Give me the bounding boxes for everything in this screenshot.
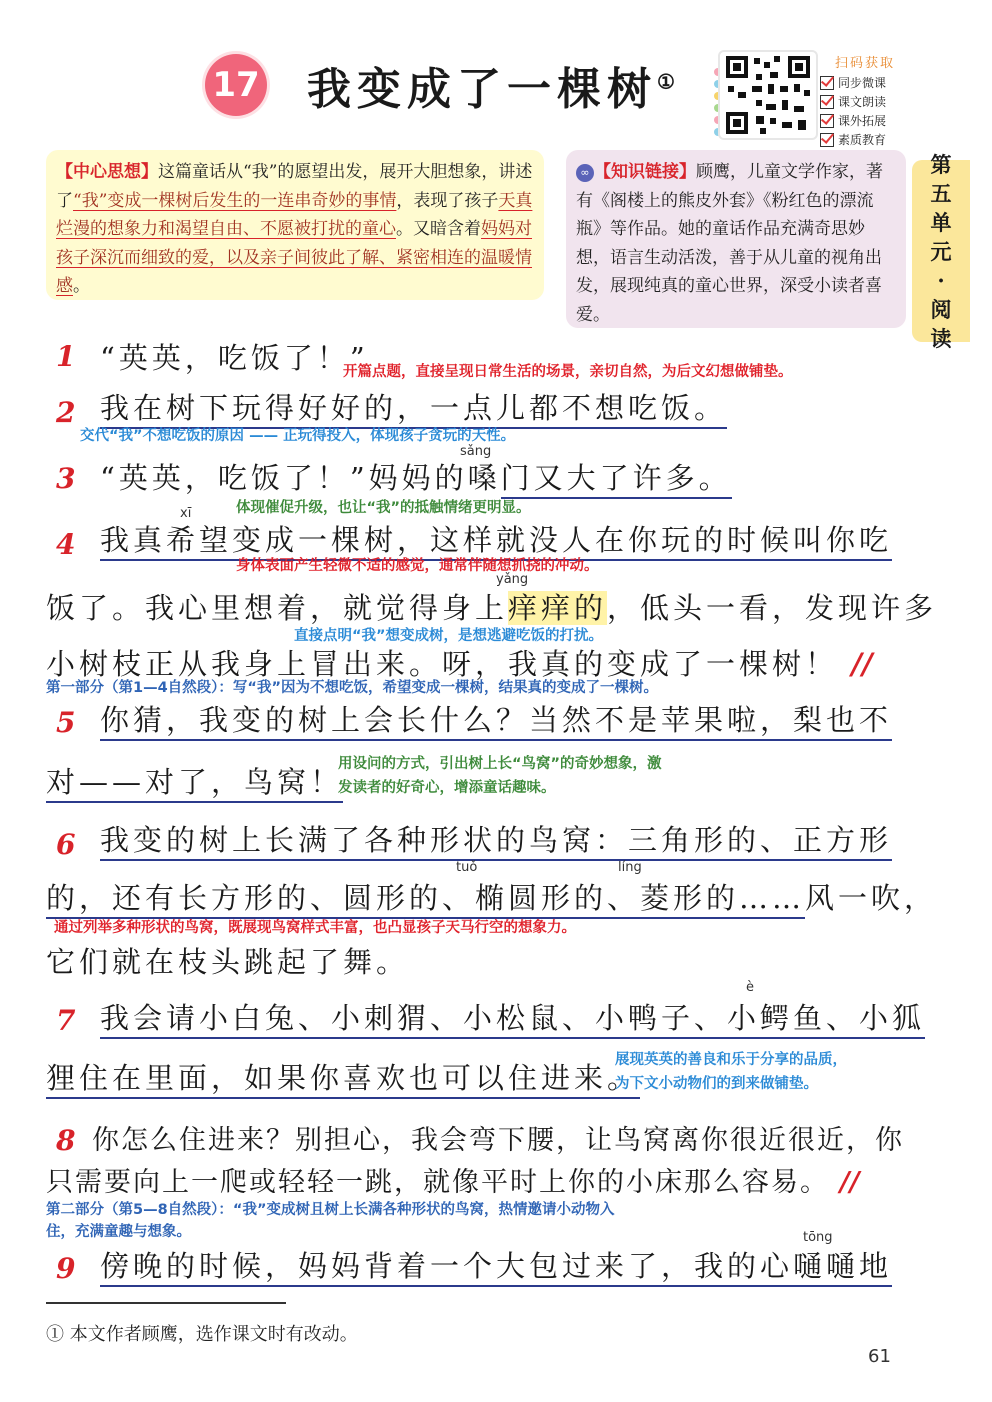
link-icon: ∞ — [576, 164, 594, 182]
side-tab-char: 读 — [930, 325, 952, 351]
unit-side-tab — [912, 151, 970, 351]
paragraph-4-text: ，低头一看，发现许多 — [607, 591, 938, 625]
paragraph-number: 8 — [56, 1124, 76, 1157]
paragraph-6-line-2 — [46, 876, 938, 917]
paragraph-number: 9 — [56, 1252, 76, 1285]
annotation-9-line-2: 为下文小动物们的到来做铺垫。 — [615, 1076, 818, 1092]
side-tab-char: 单 — [930, 209, 952, 235]
annotation-4: 身体表面产生轻微不适的感觉，通常伴随想抓挠的冲动。 — [236, 558, 599, 574]
center-idea-label: 【中心思想】 — [56, 162, 158, 182]
qr-item-label: 课外拓展 — [838, 114, 887, 128]
paragraph-7-line-2 — [46, 1056, 641, 1097]
annotation-5: 直接点明“我”想变成树，是想逃避吃饭的打扰。 — [294, 628, 604, 644]
annotation-7-line-2: 发读者的好奇心，增添童话趣味。 — [338, 780, 556, 796]
annotation-3: 体现催促升级，也让“我”的抵触情绪更明显。 — [236, 500, 531, 516]
paragraph-3-text: “英英，吃饭了！”妈妈的 — [100, 461, 468, 495]
section-summary-2-line-2: 住，充满童趣与想象。 — [46, 1224, 191, 1240]
paragraph-5-line-1 — [100, 698, 906, 739]
paragraph-6-text: 我变的树上长满了各种形状的鸟窝：三角形的、正方形 — [100, 823, 892, 861]
qr-item-extension[interactable] — [820, 111, 910, 130]
title-footnote-marker: ① — [657, 69, 681, 94]
paragraph-4-line-2 — [46, 586, 938, 627]
paragraph-9-text: 傍晚的时候，妈妈背着一个大包过来了，我的心嗵嗵地 — [100, 1249, 892, 1287]
footnote: ① 本文作者顾鹰，选作课文时有改动。 — [46, 1324, 358, 1345]
side-tab-char: · — [937, 267, 945, 293]
center-idea-text: 。又暗含着 — [396, 219, 481, 239]
paragraph-6-text: 风一吹， — [805, 881, 938, 915]
checkbox-icon — [820, 114, 834, 128]
paragraph-6-line-1 — [100, 818, 906, 859]
section-summary-2-line-1: 第二部分（第5—8自然段）：“我”变成树且树上长满各种形状的鸟窝，热情邀请小动物入 — [46, 1202, 615, 1218]
page-number: 61 — [868, 1346, 891, 1367]
paragraph-number: 7 — [56, 1004, 76, 1037]
knowledge-link-label: 【知识链接】 — [594, 162, 696, 182]
pinyin-annotation: è — [746, 980, 754, 995]
lesson-title-text: 我变成了一棵树 — [307, 64, 657, 115]
paragraph-number: 1 — [56, 340, 76, 373]
paragraph-5-line-2 — [46, 760, 344, 801]
center-idea-box — [46, 150, 544, 300]
annotation-7-line-1: 用设问的方式，引出树上长“鸟窝”的奇妙想象，激 — [338, 756, 662, 772]
lesson-number-badge: 17 — [205, 54, 267, 116]
knowledge-link-box — [566, 150, 906, 328]
qr-item-label: 同步微课 — [838, 76, 887, 90]
checkbox-icon — [820, 95, 834, 109]
center-idea-highlight: “我”变成一棵树后发生的一连串奇妙的事情 — [73, 190, 397, 211]
paragraph-9-line-1 — [100, 1244, 906, 1285]
pinyin-annotation: sǎng — [460, 444, 492, 459]
annotation-1: 开篇点题，直接呈现日常生活的场景，亲切自然，为后文幻想做铺垫。 — [343, 364, 793, 380]
paragraph-2-text: 我在树下玩得好好的，一点儿都不想吃饭。 — [100, 391, 727, 429]
qr-code-icon — [720, 52, 816, 138]
side-tab-char: 第 — [930, 151, 952, 177]
annotation-8: 通过列举多种形状的鸟窝，既展现鸟窝样式丰富，也凸显孩子天马行空的想象力。 — [54, 920, 576, 936]
paragraph-8-text: 只需要向上一爬或轻轻一跳，就像平时上你的小床那么容易。 — [46, 1167, 829, 1198]
paragraph-5-text: 你猜，我变的树上会长什么？当然不是苹果啦，梨也不 — [100, 703, 892, 741]
paragraph-2-line — [100, 386, 728, 427]
checkbox-icon — [820, 76, 834, 90]
paragraph-number: 5 — [56, 706, 76, 739]
paragraph-4-text: 饭了。我心里想着，就觉得身上 — [46, 591, 509, 625]
center-idea-highlight: 天真烂漫的想象力和渴望自由、不愿被打扰的童心 — [56, 190, 533, 239]
qr-item-label: 素质教育 — [838, 133, 887, 147]
paragraph-4-text: 小树枝正从我身上冒出来。呀，我真的变成了一棵树！ — [46, 647, 839, 681]
side-tab-char: 阅 — [930, 296, 952, 322]
paragraph-3-line — [100, 456, 740, 497]
paragraph-3-text: 嗓 — [467, 461, 501, 495]
center-idea-highlight: 妈妈对孩子深沉而细致的爱，以及亲子间彼此了解、紧密相连的温暖情感 — [56, 219, 532, 296]
section-summary-1: 第一部分（第1—4自然段）：写“我”因为不想吃饭，希望变成一棵树，结果真的变成了一棵树。 — [46, 680, 658, 696]
lesson-title — [307, 53, 681, 117]
pinyin-annotation: tōng — [803, 1230, 833, 1245]
qr-title: 扫码获取 — [834, 56, 895, 71]
section-separator: // — [851, 647, 873, 681]
paragraph-8-line-2 — [46, 1160, 906, 1199]
side-tab-char: 五 — [930, 180, 952, 206]
qr-item-sync-lesson[interactable] — [820, 73, 910, 92]
paragraph-number: 2 — [56, 396, 76, 429]
paragraph-4-line-1 — [100, 518, 906, 559]
paragraph-number: 3 — [56, 462, 76, 495]
qr-item-reading[interactable] — [820, 92, 910, 111]
side-tab-char: 元 — [930, 238, 952, 264]
pinyin-annotation: tuǒ — [456, 860, 478, 875]
paragraph-7-text: 我会请小白兔、小刺猬、小松鼠、小鸭子、小鳄鱼、小狐 — [100, 1001, 925, 1039]
pinyin-annotation: xī — [180, 506, 192, 521]
annotation-2: 交代“我”不想吃饭的原因 —— 正玩得投入，体现孩子贪玩的天性。 — [80, 428, 516, 444]
pinyin-annotation: yǎng — [496, 572, 529, 587]
annotation-9-line-1: 展现英英的善良和乐于分享的品质， — [615, 1052, 847, 1068]
paragraph-4-text: 我真希望变成一棵树，这样就没人在你玩的时候叫你吃 — [100, 523, 892, 561]
paragraph-number: 6 — [56, 828, 76, 861]
center-idea-text: ，表现了孩子 — [396, 190, 499, 211]
paragraph-7-text: 狸住在里面，如果你喜欢也可以住进来。 — [46, 1061, 640, 1099]
pinyin-annotation: líng — [618, 860, 642, 875]
section-separator: // — [839, 1167, 860, 1198]
center-idea-text: 这篇童话从“我”的愿望出发，展开大胆想象，讲述了 — [56, 162, 533, 211]
qr-item-quality[interactable] — [820, 130, 910, 149]
qr-item-label: 课文朗读 — [838, 95, 887, 109]
knowledge-link-text: 顾鹰，儿童文学作家，著有《阁楼上的熊皮外套》《粉红色的漂流瓶》等作品。她的童话作品充满奇思妙想，语言生动活泼，善于从儿童的视角出发，展现纯真的童心世界，深受小读者喜爱。 — [576, 162, 883, 325]
center-idea-text: 。 — [73, 276, 90, 296]
paragraph-6-text: 的，还有长方形的、圆形的、椭圆形的、菱形的…… — [46, 881, 805, 919]
lesson-header — [205, 50, 681, 120]
footnote-divider — [46, 1302, 286, 1304]
paragraph-3-underlined: 门又大了许多。 — [501, 461, 732, 499]
paragraph-1-line: “英英，吃饭了！” — [100, 341, 369, 375]
qr-panel — [820, 52, 910, 149]
paragraph-7-line-1 — [100, 996, 926, 1037]
paragraph-8-line-1: 你怎么住进来？别担心，我会弯下腰，让鸟窝离你很近很近，你 — [92, 1125, 904, 1156]
paragraph-5-text: 对——对了，鸟窝！ — [46, 765, 343, 803]
qr-code[interactable] — [718, 50, 818, 140]
paragraph-4-highlight: 痒痒的 — [508, 591, 608, 625]
paragraph-number: 4 — [56, 528, 76, 561]
paragraph-6-line-3: 它们就在枝头跳起了舞。 — [46, 945, 410, 979]
checkbox-icon — [820, 133, 834, 147]
